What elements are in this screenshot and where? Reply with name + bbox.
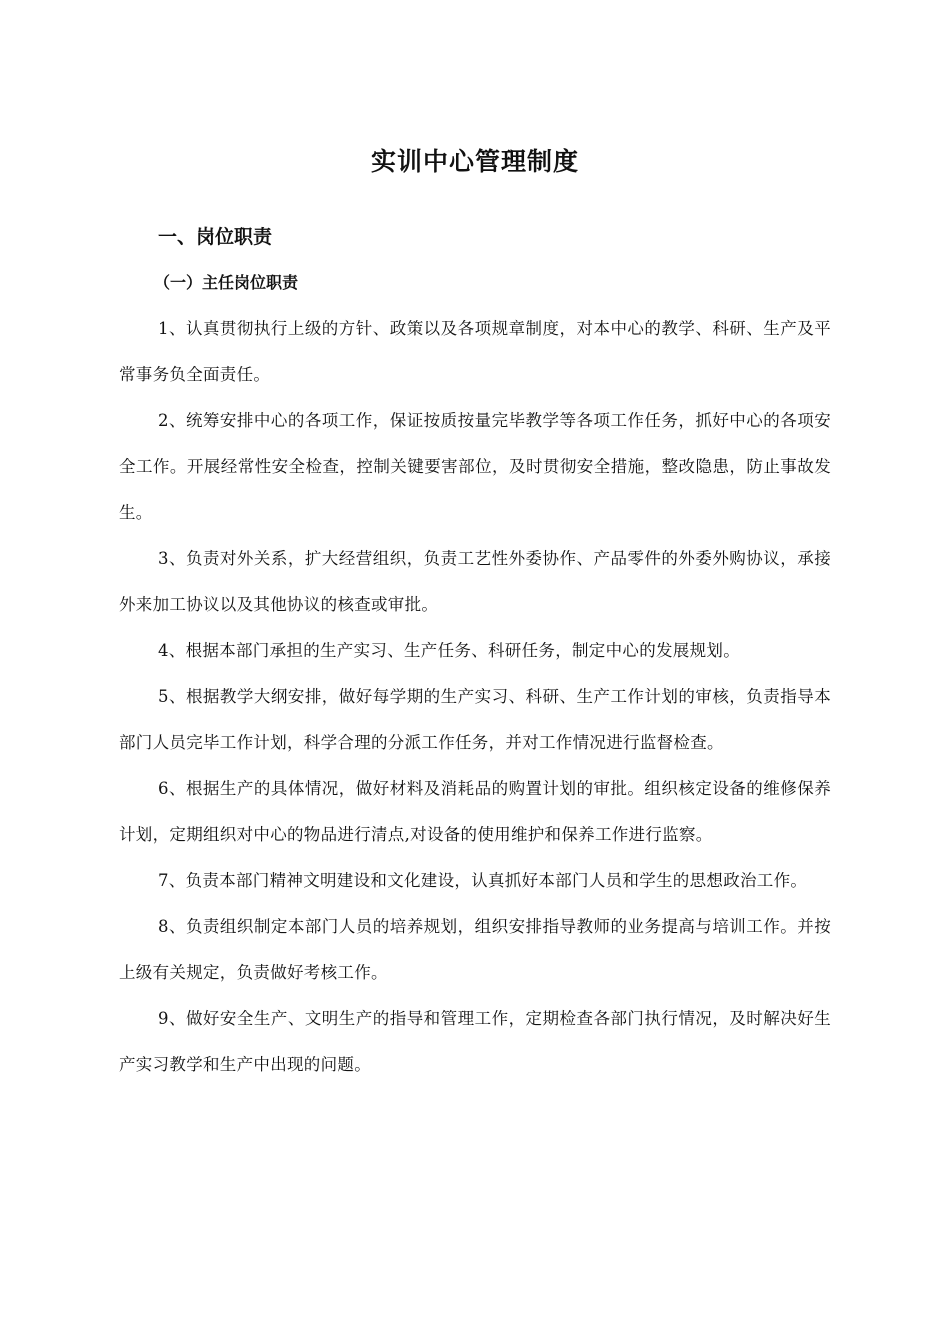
paragraph-1: 1、认真贯彻执行上级的方针、政策以及各项规章制度，对本中心的教学、科研、生产及平常事务负全面责任。 <box>119 319 831 384</box>
paragraph-3: 3、负责对外关系，扩大经营组织，负责工艺性外委协作、产品零件的外委外购协议，承接外来加工协议以及其他协议的核查或审批。 <box>119 549 831 614</box>
paragraph-2: 2、统筹安排中心的各项工作，保证按质按量完毕教学等各项工作任务，抓好中心的各项安全工作。开展经常性安全检查，控制关键要害部位，及时贯彻安全措施，整改隐患，防止事故发生。 <box>119 411 831 522</box>
paragraph-9: 9、做好安全生产、文明生产的指导和管理工作，定期检查各部门执行情况，及时解决好生产实习教学和生产中出现的问题。 <box>119 1009 831 1074</box>
document-title: 实训中心管理制度 <box>370 147 579 176</box>
document-body <box>119 306 831 1088</box>
paragraph-5: 5、根据教学大纲安排，做好每学期的生产实习、科研、生产工作计划的审核，负责指导本部门人员完毕工作计划，科学合理的分派工作任务，并对工作情况进行监督检查。 <box>119 687 831 752</box>
paragraph-4: 4、根据本部门承担的生产实习、生产任务、科研任务，制定中心的发展规划。 <box>158 641 740 660</box>
paragraph-7: 7、负责本部门精神文明建设和文化建设，认真抓好本部门人员和学生的思想政治工作。 <box>158 871 808 890</box>
section-heading: 一、岗位职责 <box>158 226 273 248</box>
sub-heading: （一）主任岗位职责 <box>154 273 299 292</box>
paragraph-8: 8、负责组织制定本部门人员的培养规划，组织安排指导教师的业务提高与培训工作。并按上级有关规定，负责做好考核工作。 <box>119 917 831 982</box>
paragraph-6: 6、根据生产的具体情况，做好材料及消耗品的购置计划的审批。组织核定设备的维修保养计划，定期组织对中心的物品进行清点,对设备的使用维护和保养工作进行监察。 <box>119 779 831 844</box>
